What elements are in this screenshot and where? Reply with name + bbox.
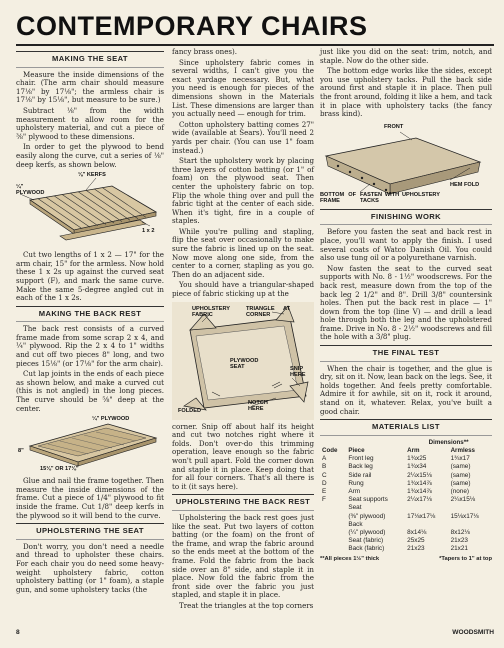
cell-piece: Arm (348, 488, 361, 496)
cell-code (320, 513, 346, 521)
cell-piece: Back (348, 520, 363, 528)
label-long-dim: 15⅛" OR 17⅛" (40, 466, 79, 473)
table-row (320, 472, 492, 480)
dimensions-header: Dimensions** (428, 438, 469, 446)
back-frame-drawing (16, 416, 164, 474)
cell-armless: 15⅛x17⅛ (450, 512, 479, 520)
label-plywood-seat: PLYWOOD SEAT (230, 357, 259, 370)
materials-table (320, 439, 492, 554)
cell-armless (449, 504, 492, 512)
page-title: CONTEMPORARY CHAIRS (16, 11, 368, 41)
cell-code (320, 537, 346, 545)
cell-code: A (322, 455, 327, 463)
paragraph: just like you did on the seat: trim, notch, and staple. Now do the other side. (320, 47, 492, 65)
table-row (320, 455, 492, 463)
cell-piece: Seat (348, 504, 362, 512)
page-number: 8 (16, 629, 20, 636)
figure-seat-corner (172, 302, 314, 420)
page-title-bar (16, 6, 494, 46)
label-fasten-tacks: FASTEN WITH UPHOLSTERY TACKS (360, 191, 440, 204)
table-row (320, 521, 492, 529)
cell-armless (449, 521, 492, 529)
cell-code (320, 504, 346, 512)
paragraph: Subtract ⅛" from the width measurement to allow room for the upholstery material, and cut a piece of ⅜" plywood to these dimensions. (16, 105, 164, 141)
paragraph: The bottom edge works like the sides, except you use upholstery tacks. Pull the back side around first and staple it in place. Then pull the front around, folding it like a hem, and tack it in place with upholstery tacks (the fancy brass kind). (320, 66, 492, 119)
label-hem-fold: HEM FOLD (450, 181, 480, 188)
figure-kerfed-plywood (16, 172, 164, 248)
cell-code: D (322, 479, 327, 487)
cell-armless: (none) (450, 488, 470, 496)
table-row (320, 504, 492, 512)
table-row (320, 488, 492, 496)
cell-armless: (same) (450, 471, 471, 479)
paragraph: Start the upholstery work by placing three layers of cotton batting (or 1" of foam) on the plywood seat. Then center the upholstery fabric on top. Flip the whole thing over and pull the fabric tight at the center of each side. When it's tight, fire in a couple of staples. (172, 156, 314, 226)
cell-piece: (¼" plywood) (348, 529, 386, 537)
cell-arm: 21x23 (407, 545, 425, 553)
table-row (320, 537, 492, 545)
table-row (320, 529, 492, 537)
cell-arm: 25x25 (407, 537, 425, 545)
cell-arm: 1¾x25 (407, 455, 427, 463)
cell-arm: 2¼x17⅛ (407, 496, 432, 504)
cell-arm: 1¾x14⅞ (407, 488, 432, 496)
paragraph: Before you fasten the seat and back rest in place, you'll want to apply the finish. I used several coats of Watco Danish Oil. You could also use tung oil or a polyurethane varnish. (320, 227, 492, 263)
cell-arm: 8x14⅛ (407, 529, 427, 537)
cell-code: F (322, 496, 326, 504)
cell-piece: Side rail (348, 471, 372, 479)
cell-code: E (322, 488, 327, 496)
note-taper: *Tapers to 1" at top (439, 555, 492, 562)
cell-arm (405, 521, 448, 529)
paragraph: Cut lap joints in the ends of each piece as shown below, and make a curved cut (this is not angled) in the long pieces. The curve should be ⅝" deep at the center. (16, 369, 164, 413)
paragraph: fancy brass ones). (172, 47, 238, 56)
paragraph: Measure the inside dimensions of the chair. (The arm chair should measure 17⅛" by 17⅛"; the armless chair is 17⅛" by 15⅛", but measure to be sure.) (16, 69, 164, 105)
cell-piece: Back leg (348, 463, 373, 471)
table-row (320, 545, 492, 553)
table-row (320, 463, 492, 471)
cell-code (320, 521, 346, 529)
label-folded: FOLDED (178, 407, 201, 414)
paragraph: corner. Snip off about half its height and cut two notches right where it folds. Don't over-do this trimming operation, leave enough so the fabric won't pull apart. Fold the corner down and staple it in place. Keep doing that for all four corners. That's all there is to it (it says here). (172, 421, 314, 491)
cell-code (320, 545, 346, 553)
cell-arm: 1¾x14⅞ (407, 479, 432, 487)
label-upholstery-fabric: UPHOLSTERY FABRIC (192, 305, 231, 318)
materials-table-body (320, 455, 492, 553)
paragraph: Don't worry, you don't need a needle and thread to upholster these chairs. For each chair you do need some heavy-weight upholstery fabric, cotton upholstery batting (or 1" foam), a staple gun, and some upholstery tacks (the (16, 541, 164, 594)
cell-armless: 8x12⅛ (450, 529, 470, 537)
label-8in: 8" (18, 448, 24, 455)
magazine-brand: WOODSMITH (452, 629, 494, 636)
column-3 (320, 48, 492, 563)
paragraph: While you're pulling and stapling, flip the seat over occasionally to make sure the fabric is lined up on the seat. Now move along one side, from the center to a corner, stapling as you go. Then do an adjacent side. (172, 226, 314, 279)
table-row (320, 480, 492, 488)
heading-final-test: THE FINAL TEST (320, 345, 492, 362)
cell-armless: 21x21 (450, 545, 468, 553)
paragraph: You should have a triangular-shaped piece of fabric sticking up at the (172, 280, 314, 299)
table-row (320, 496, 492, 504)
col-header-piece: Piece (348, 447, 365, 455)
heading-finishing-work: FINISHING WORK (320, 209, 492, 226)
note-thickness: **All pieces 1½" thick (320, 555, 380, 562)
label-bottom-of-frame: BOTTOM OF FRAME (320, 191, 356, 204)
cell-piece: Seat (fabric) (348, 537, 384, 545)
cell-code: B (322, 463, 327, 471)
paragraph: Since upholstery fabric comes in several widths, I can't give you the exact yardage necessary. But, what you need is enough for pieces of the dimensions shown in the Materials List. These dimensions are larger than you actually need — enough for trim. (172, 57, 314, 119)
label-triangle-corner: TRIANGLE AT CORNER (246, 305, 290, 318)
label-plywood: ¼" PLYWOOD (16, 184, 45, 197)
paragraph: Cut two lengths of 1 x 2 — 17" for the arm chair, 15" for the armless. Now hold these 1 x 2s up against the curved seat support (F), and mark the same curve. Make the same 5-degree angled cut in each of the 1 x 2s. (16, 250, 164, 303)
paragraph: Treat the triangles at the top corners (179, 600, 314, 610)
paragraph: The back rest consists of a curved frame made from some scrap 2 x 4, and ¼" plywood. Rip the 2 x 4 to 1" widths and cut off two pieces 8" long, and two pieces 15⅛" (or 17⅛" for the arm chair). (16, 324, 164, 368)
heading-making-back-rest: MAKING THE BACK REST (16, 306, 164, 323)
cell-code (320, 529, 346, 537)
label-notch-here: NOTCH HERE (248, 399, 268, 412)
cell-armless: (same) (450, 463, 471, 471)
paragraph: Upholstering the back rest goes just like the seat. Put two layers of cotton batting (or the foam) on the front of the frame, and wrap the fabric around so the ends meet at the bottom of the frame. Fold the fabric from the back side over an 8" side, and staple it in place. Now fold the fabric from the front side over the fabric you just stapled, and staple it in place. (172, 512, 314, 600)
materials-notes (320, 555, 492, 564)
label-back-plywood: ¼" PLYWOOD (92, 416, 130, 423)
figure-back-rest-hem (320, 122, 492, 206)
label-snip-here: SNIP HERE (290, 365, 306, 378)
cell-piece: Rung (348, 479, 364, 487)
label-1x2: 1 x 2 (142, 228, 155, 235)
table-row (320, 439, 492, 447)
col-header-armless: Armless (450, 447, 475, 455)
cell-piece: (⅜" plywood) (348, 512, 386, 520)
paragraph: Glue and nail the frame together. Then measure the inside dimensions of the frame. Cut a piece of 1/4" plywood to fit inside the frame. Cut 1/8" deep kerfs in the plywood so it will bend to the curve. (16, 476, 164, 520)
heading-materials-list: MATERIALS LIST (320, 419, 492, 436)
heading-making-seat: MAKING THE SEAT (16, 51, 164, 68)
cell-piece: Back (fabric) (348, 545, 385, 553)
paragraph: When the chair is together, and the glue is dry, sit on it. Now, lean back on the legs. See, it holds together. And feels pretty comfortable. Admire it for awhile, sit on it, rock it around, stand on it, whatever. Relax, you've built a good chair. (320, 363, 492, 416)
col-header-arm: Arm (407, 447, 420, 455)
cell-arm: 1¾x34 (407, 463, 427, 471)
cell-armless: 2¼x15⅛ (450, 496, 476, 504)
cell-arm: 17⅛x17⅛ (407, 512, 436, 520)
figure-back-frame (16, 416, 164, 474)
cell-armless: (same) (450, 479, 471, 487)
heading-upholstering-back-rest: UPHOLSTERING THE BACK REST (172, 494, 314, 511)
heading-upholstering-seat: UPHOLSTERING THE SEAT (16, 523, 164, 540)
cell-code: C (322, 471, 327, 479)
paragraph: Now fasten the seat to the curved seat supports with No. 8 - 1½" woodscrews. For the back rest, measure down from the top of the back leg 2 1/2" and 8". Drill 3/8" countersink holes. Then put the back rest in place — 1" down from the top (line V) — and drill a lead hole through both the leg and the upholstered frame. Drive in No. 8 - 2½" woodscrews and fill the hole with a 3/8" plug. (320, 263, 492, 342)
label-kerfs: ⅛" KERFS (78, 172, 106, 179)
cell-arm: 2¼x15⅛ (407, 471, 432, 479)
cell-armless: 21x23 (450, 537, 468, 545)
cell-armless: 1¾x17 (450, 455, 470, 463)
column-1 (16, 48, 164, 596)
label-front: FRONT (384, 123, 404, 130)
table-header-row (320, 447, 492, 455)
cell-arm (405, 504, 448, 512)
paragraph: Cotton upholstery batting comes 27" wide (available at Sears). You'll need 2 yards per chair. (You can use 1" foam instead.) (172, 119, 314, 155)
column-2 (172, 48, 314, 613)
page-footer (16, 629, 494, 636)
cell-piece: Seat supports (348, 496, 388, 504)
cell-piece: Front leg (348, 455, 374, 463)
paragraph: In order to get the plywood to bend easily along the curve, cut a series of ⅛" deep kerfs, as shown below. (16, 142, 164, 169)
table-row (320, 513, 492, 521)
col-header-code: Code (322, 447, 338, 455)
